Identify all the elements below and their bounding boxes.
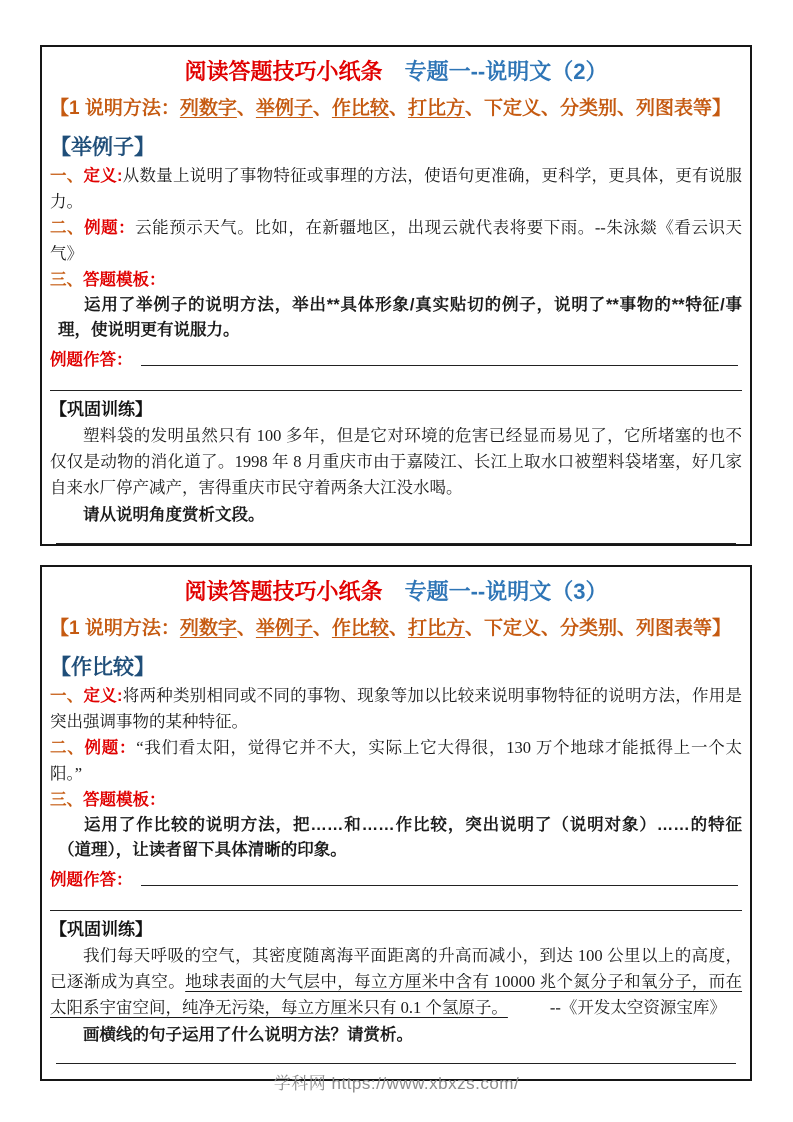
definition-text: 从数量上说明了事物特征或事理的方法，使语句更准确，更科学，更具体，更有说服力。: [50, 166, 743, 211]
example-answer-row: [50, 346, 742, 370]
example-text: 云能预示天气。比如，在新疆地区，出现云就代表将要下雨。--朱泳燚《看云识天气》: [50, 218, 743, 263]
page-title: [50, 577, 742, 607]
methods-rest: 下定义、分类别、列图表等: [483, 618, 712, 639]
answer-second-line: [50, 910, 742, 911]
ordinal-three: 三、: [50, 790, 83, 809]
answer-blank-line: [141, 365, 739, 366]
methods-open: 【1 说明方法：: [50, 618, 180, 639]
method-separator: 、: [312, 618, 332, 639]
method-term-julizi: 举例子: [255, 98, 313, 119]
method-term-dabifang: 打比方: [407, 98, 465, 119]
method-separator: 、: [388, 618, 408, 639]
example-answer-label: 例题作答：: [50, 871, 133, 889]
method-term-lieshuzi: 列数字: [179, 98, 237, 119]
definition-row: [50, 683, 742, 734]
ordinal-one: 一、: [50, 686, 84, 705]
methods-list-line: [50, 96, 742, 122]
definition-label: 定义:: [83, 167, 123, 185]
methods-list-line: [50, 616, 742, 642]
training-paragraph: 塑料袋的发明虽然只有 100 多年，但是它对环境的危害已经显而易见了，它所堵塞的也不仅仅是动物的消化道了。1998 年 8 月重庆市由于嘉陵江、长江上取水口被塑料袋堵塞，好几家自来水厂停产减产，害得重庆市民守着两条大江没水喝。: [50, 426, 742, 497]
template-row: [50, 787, 742, 813]
example-row: [50, 735, 742, 786]
site-watermark: 学科网 https://www.xbxzs.com/: [273, 1074, 520, 1093]
method-separator: 、: [236, 618, 256, 639]
method-separator: 、: [236, 98, 256, 119]
training-paragraph: [50, 943, 742, 1021]
answer-blank-line: [141, 885, 739, 886]
template-text: 运用了作比较的说明方法，把……和……作比较，突出说明了（说明对象）……的特征（道理），让读者留下具体清晰的印象。: [58, 816, 742, 859]
template-label: 答题模板：: [83, 271, 166, 289]
blank-answer-line: [56, 544, 736, 546]
page-title-topic: 专题一--说明文（3）: [404, 579, 608, 604]
ordinal-one: 一、: [50, 166, 84, 185]
page-title-red: 阅读答题技巧小纸条: [184, 59, 383, 84]
page-title-red: 阅读答题技巧小纸条: [184, 579, 383, 604]
methods-rest: 下定义、分类别、列图表等: [483, 98, 712, 119]
methods-close: 】: [712, 98, 732, 119]
template-label: 答题模板：: [83, 791, 166, 809]
definition-text: 将两种类别相同或不同的事物、现象等加以比较来说明事物特征的说明方法，作用是突出强调事物的某种特征。: [50, 686, 743, 731]
example-answer-row: [50, 866, 742, 890]
training-heading: 【巩固训练】: [50, 400, 152, 419]
training-heading: 【巩固训练】: [50, 920, 152, 939]
definition-row: [50, 163, 742, 214]
training-question: 画横线的句子运用了什么说明方法？请赏析。: [83, 1026, 413, 1044]
method-term-dabifang: 打比方: [407, 618, 465, 639]
method-term-lieshuzi: 列数字: [179, 618, 237, 639]
blank-answer-line: [56, 1047, 736, 1064]
method-separator: 、: [312, 98, 332, 119]
template-row: [50, 267, 742, 293]
methods-close: 】: [712, 618, 732, 639]
example-row: [50, 215, 742, 266]
training-underlined-sentence: 地球表面的大气层中，每立方厘米中含有 10000 兆个氮分子和氧分子，而在太阳系宇宙空间，纯净无污染，每立方厘米只有 0.1 个氢原子。: [50, 972, 743, 1017]
page-title-topic: 专题一--说明文（2）: [404, 59, 608, 84]
template-text: 运用了举例子的说明方法，举出**具体形象/真实贴切的例子，说明了**事物的**特征/事理，使说明更有说服力。: [58, 296, 742, 339]
method-term-zuobijiao: 作比较: [331, 98, 389, 119]
definition-label: 定义:: [83, 687, 123, 705]
example-label: 例题：: [84, 739, 137, 757]
blank-answer-line: [56, 527, 736, 544]
method-separator: 、: [388, 98, 408, 119]
ordinal-two: 二、: [50, 218, 85, 237]
page-title: [50, 57, 742, 87]
section-heading-julizi: 【举例子】: [50, 136, 155, 159]
method-separator: 、: [464, 618, 484, 639]
training-source-citation: --《开发太空资源宝库》: [549, 998, 726, 1017]
method-term-julizi: 举例子: [255, 618, 313, 639]
example-answer-label: 例题作答：: [50, 351, 133, 369]
worksheet-card-shuomingwen-3: [40, 565, 752, 1081]
method-term-zuobijiao: 作比较: [331, 618, 389, 639]
section-heading-zuobijiao: 【作比较】: [50, 656, 155, 679]
methods-open: 【1 说明方法：: [50, 98, 180, 119]
example-label: 例题：: [84, 219, 136, 237]
method-separator: 、: [464, 98, 484, 119]
training-intro-text: 我们每天呼吸的空气，其密度随离海平面距离的升高而减小，到达 100 公里以上的高度，已逐渐成为真空。: [50, 946, 743, 991]
worksheet-card-shuomingwen-2: [40, 45, 752, 546]
ordinal-two: 二、: [50, 738, 85, 757]
training-question: 请从说明角度赏析文段。: [83, 506, 265, 524]
example-text: “我们看太阳，觉得它并不大，实际上它大得很，130 万个地球才能抵得上一个太阳。”: [50, 738, 743, 783]
answer-second-line: [50, 390, 742, 391]
ordinal-three: 三、: [50, 270, 83, 289]
